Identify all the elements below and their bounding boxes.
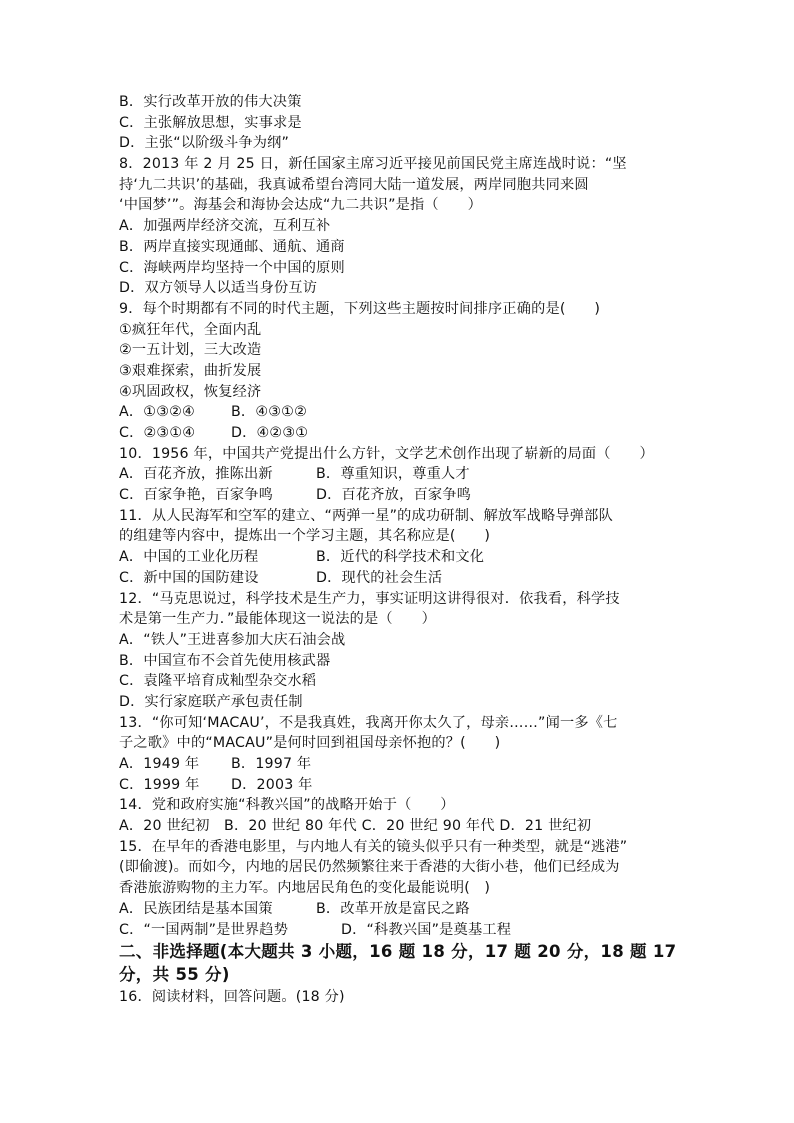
q8-option-d: D．双方领导人以适当身份互访 xyxy=(119,280,318,297)
q8-stem-line2: 持‘九二共识’的基础，我真诚希望台湾同大陆一道发展，两岸同胞共同来圆 xyxy=(119,176,589,193)
q13-options-ab xyxy=(119,754,681,775)
q10-option-a: A．百花齐放，推陈出新 xyxy=(119,466,273,483)
q13-stem-line1: 13．“你可知‘MACAU’，不是我真姓，我离开你太久了，母亲……”闻一多《七 xyxy=(119,714,618,731)
q15-stem-line3: 香港旅游购物的主力军。内地居民角色的变化最能说明( ) xyxy=(119,880,491,897)
q13-option-b: B．1997 年 xyxy=(231,756,312,772)
q11-option-b: B．近代的科学技术和文化 xyxy=(316,549,485,566)
q12-option-b: B．中国宣布不会首先使用核武器 xyxy=(119,652,331,669)
q9-item-4: ④巩固政权，恢复经济 xyxy=(119,383,262,400)
q15-options-ab xyxy=(119,899,681,920)
q7-option-d: D．主张“以阶级斗争为纲” xyxy=(119,135,290,152)
q11-options-ab xyxy=(119,547,681,568)
q15-stem-line1: 15．在早年的香港电影里，与内地人有关的镜头似乎只有一种类型，就是“逃港” xyxy=(119,838,628,855)
q8-option-c: C．海峡两岸均坚持一个中国的原则 xyxy=(119,259,345,276)
q9-option-a: A．①③②④ xyxy=(119,404,195,421)
q9-item-2: ②一五计划，三大改造 xyxy=(119,342,262,359)
q12-stem-line2: 术是第一生产力．”最能体现这一说法的是（ ） xyxy=(119,611,436,628)
q11-option-d: D．现代的社会生活 xyxy=(316,569,443,586)
q13-option-c: C．1999 年 xyxy=(119,776,200,793)
q13-option-a: A．1949 年 xyxy=(119,756,200,772)
q11-option-c: C．新中国的国防建设 xyxy=(119,569,259,586)
q15-option-d: D．“科教兴国”是奠基工程 xyxy=(341,921,512,938)
q15-option-a: A．民族团结是基本国策 xyxy=(119,900,273,917)
q12-option-d: D．实行家庭联产承包责任制 xyxy=(119,693,303,710)
q11-option-a: A．中国的工业化历程 xyxy=(119,549,259,566)
q7-option-b: B．实行改革开放的伟大决策 xyxy=(119,94,302,110)
q9-stem: 9．每个时期都有不同的时代主题，下列这些主题按时间排序正确的是( ) xyxy=(119,300,601,317)
q10-option-c: C．百家争艳，百家争鸣 xyxy=(119,487,273,504)
q14-options: A．20 世纪初 B．20 世纪 80 年代 C．20 世纪 90 年代 D．21 世纪初 xyxy=(119,818,592,835)
q11-options-cd xyxy=(119,568,681,589)
q13-stem-line2: 子之歌》中的“MACAU”是何时回到祖国母亲怀抱的？( ) xyxy=(119,735,501,752)
q9-option-d: D．④②③① xyxy=(231,425,309,441)
q14-stem: 14．党和政府实施“科教兴国”的战略开始于（ ） xyxy=(119,797,455,814)
q11-stem-line2: 的组建等内容中，提炼出一个学习主题，其名称应是( ) xyxy=(119,528,491,545)
q9-option-c: C．②③①④ xyxy=(119,425,196,441)
q9-item-3: ③艰难探索，曲折发展 xyxy=(119,362,262,379)
q15-stem-line2: (即偷渡)。而如今，内地的居民仍然频繁往来于香港的大街小巷，他们已经成为 xyxy=(119,859,620,876)
q10-options-cd xyxy=(119,485,681,506)
q16-stem: 16．阅读材料，回答问题。(18 分) xyxy=(119,989,345,1006)
q8-stem-line3: ‘中国梦’”。海基会和海协会达成“九二共识”是指（ ） xyxy=(119,197,482,214)
q10-option-b: B．尊重知识，尊重人才 xyxy=(316,466,470,483)
q8-option-a: A．加强两岸经济交流，互利互补 xyxy=(119,218,331,235)
exam-page xyxy=(119,92,681,1008)
q15-options-cd xyxy=(119,920,681,941)
section-heading-line2: 分，共 55 分) xyxy=(119,965,230,985)
section-heading-line1: 二、非选择题(本大题共 3 小题，16 题 18 分，17 题 20 分，18 题 17 xyxy=(119,942,677,962)
q11-stem-line1: 11．从人民海军和空军的建立、“两弹一星”的成功研制、解放军战略导弹部队 xyxy=(119,507,613,524)
q15-option-c: C．“一国两制”是世界趋势 xyxy=(119,921,289,938)
q13-options-cd xyxy=(119,775,681,796)
q9-options-ab xyxy=(119,402,681,423)
q15-option-b: B．改革开放是富民之路 xyxy=(316,900,470,917)
q9-options-cd xyxy=(119,423,681,444)
q13-option-d: D．2003 年 xyxy=(231,776,313,793)
q7-option-c: C．主张解放思想，实事求是 xyxy=(119,114,302,131)
q12-option-c: C．袁隆平培育成籼型杂交水稻 xyxy=(119,673,317,690)
q8-stem-line1: 8．2013 年 2 月 25 日，新任国家主席习近平接见前国民党主席连战时说：“坚 xyxy=(119,156,627,173)
q12-option-a: A．“铁人”王进喜参加大庆石油会战 xyxy=(119,631,346,648)
q9-item-1: ①疯狂年代，全面内乱 xyxy=(119,321,262,338)
q12-stem-line1: 12．“马克思说过，科学技术是生产力，事实证明这讲得很对．依我看，科学技 xyxy=(119,590,620,607)
q10-option-d: D．百花齐放，百家争鸣 xyxy=(316,487,472,504)
q8-option-b: B．两岸直接实现通邮、通航、通商 xyxy=(119,238,345,255)
q9-option-b: B．④③①② xyxy=(231,404,307,421)
q10-stem: 10．1956 年，中国共产党提出什么方针，文学艺术创作出现了崭新的局面（ ） xyxy=(119,445,654,462)
q10-options-ab xyxy=(119,464,681,485)
